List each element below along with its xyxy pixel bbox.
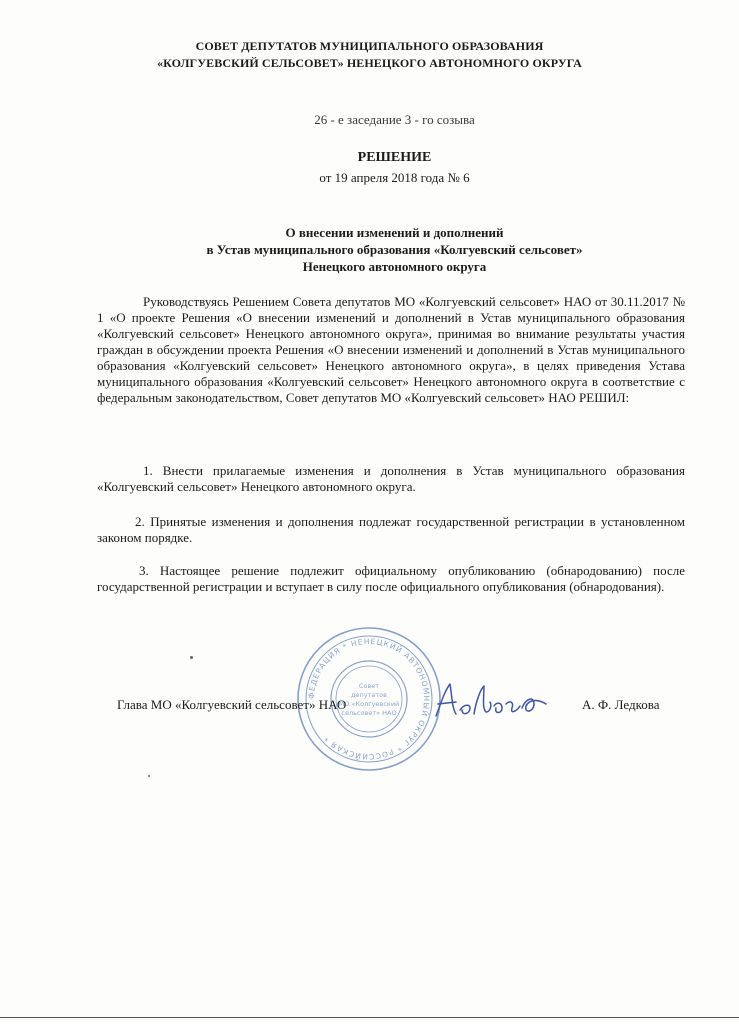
session-line: 26 - е заседание 3 - го созыва [314,112,475,127]
item-3-paragraph: 3. Настоящее решение подлежит официальному опубликованию (обнародованию) после государственной регистрации и вступает в силу после официального опубликования (обнародования). [97,563,685,594]
scan-speck [148,775,150,777]
decision-subject [0,224,739,275]
decision-title: РЕШЕНИЕ [357,150,432,165]
header-line-1: СОВЕТ ДЕПУТАТОВ МУНИЦИПАЛЬНОГО ОБРАЗОВАНИЯ [195,39,544,53]
subject-line-3: Ненецкого автономного округа [302,259,487,274]
subject-line-2: в Устав муниципального образования «Колгуевский сельсовет» [206,242,583,257]
header-line-2: «КОЛГУЕВСКИЙ СЕЛЬСОВЕТ» НЕНЕЦКОГО АВТОНОМНОГО ОКРУГА [157,56,582,70]
council-header [0,38,739,72]
stamp-ring-text: ФЕДЕРАЦИЯ * НЕНЕЦКИЙ АВТОНОМНЫЙ ОКРУГ * РОССИЙСКАЯ * [306,636,432,762]
svg-text:Совет: Совет [358,682,380,690]
preamble-paragraph: Руководствуясь Решением Совета депутатов МО «Колгуевский сельсовет» НАО от 30.11.2017 № 1 «О проекте Решения «О внесении изменений и дополнений в Устав муниципального образования «Колгуевский сельсовет» Ненецкого автономного округа», принимая во внимание результаты участия граждан в обсуждении проекта Решения «О внесении изменений и дополнений в Устав муниципального образования «Колгуевский сельсовет» Ненецкого автономного округа», в целях приведения Устава муниципального образования «Колгуевский сельсовет» Ненецкого автономного округа в соответствие с федеральным законодательством, Совет депутатов МО «Колгуевский сельсовет» НАО РЕШИЛ: [97,294,685,405]
decision-date: от 19 апреля 2018 года № 6 [319,170,470,185]
signature-name: А. Ф. Ледкова [582,697,660,712]
signature-position: Глава МО «Колгуевский сельсовет» НАО [117,697,347,712]
subject-line-1: О внесении изменений и дополнений [285,225,504,240]
scan-speck [190,656,193,659]
svg-text:депутатов: депутатов [351,691,387,699]
handwritten-signature [430,676,550,726]
item-1-paragraph: 1. Внести прилагаемые изменения и дополнения в Устав муниципального образования «Колгуевский сельсовет» Ненецкого автономного округа. [97,463,685,494]
svg-text:сельсовет» НАО: сельсовет» НАО [341,709,397,717]
item-2-paragraph: 2. Принятые изменения и дополнения подлежат государственной регистрации в установленном законом порядке. [97,514,685,545]
svg-text:МО «Колгуевский: МО «Колгуевский [338,700,400,708]
scan-edge-line [0,1017,739,1018]
